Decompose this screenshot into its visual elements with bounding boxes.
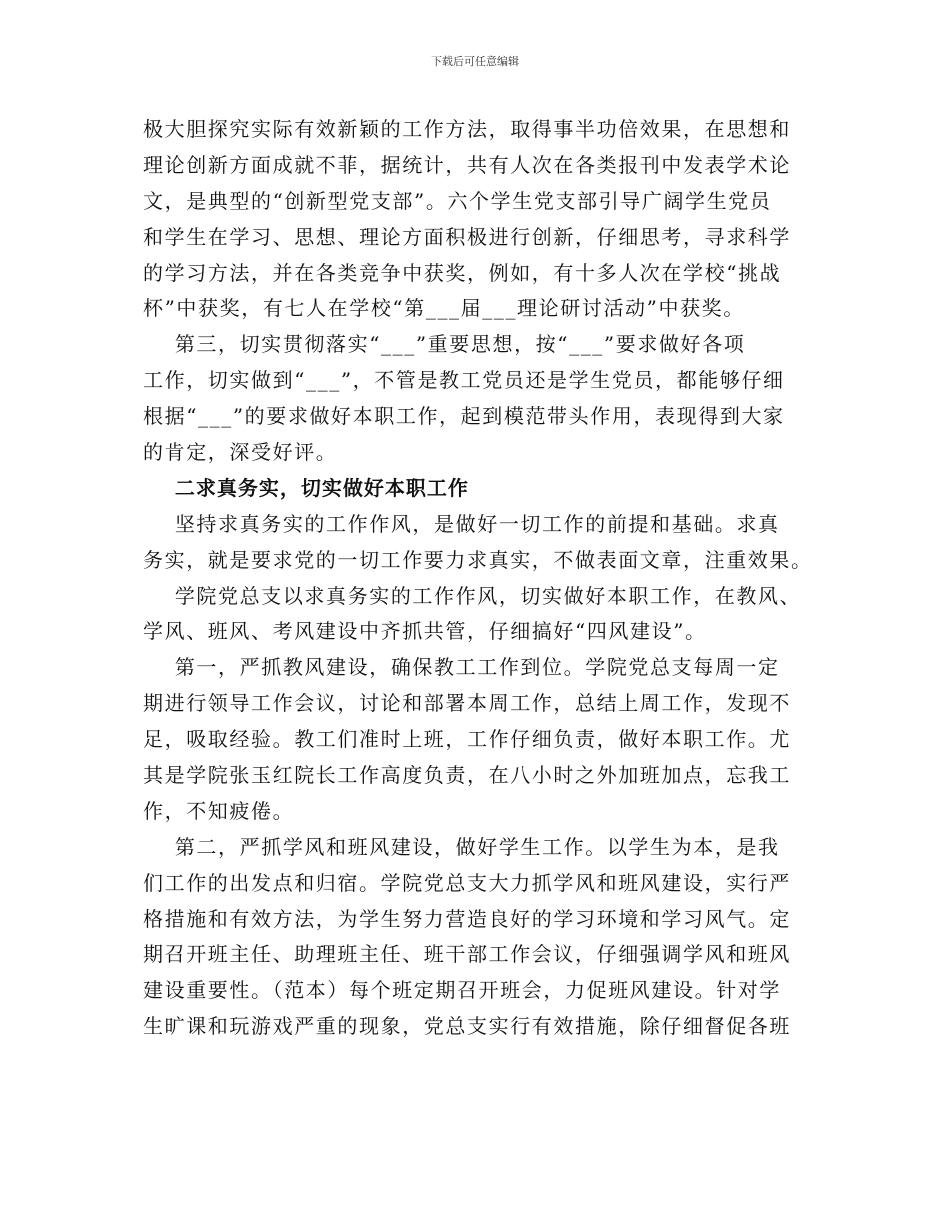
text-line: 其是学院张玉红院长工作高度负责，在八小时之外加班加点，忘我工 <box>143 763 791 788</box>
text-line: 的肯定，深受好评。 <box>143 440 338 465</box>
text-line: 期召开班主任、助理班主任、班干部工作会议，仔细强调学风和班风 <box>143 942 791 967</box>
text-line: 学风、班风、考风建设中齐抓共管，仔细搞好“四风建设”。 <box>143 619 707 644</box>
text-line: 坚持求真务实的工作作风，是做好一切工作的前提和基础。求真 <box>143 511 780 536</box>
text-line: 的学习方法，并在各类竞争中获奖，例如，有十多人次在学校“挑战 <box>143 260 782 285</box>
text-line: 足，吸取经验。教工们准时上班，工作仔细负责，做好本职工作。尤 <box>143 727 791 752</box>
text-line: 们工作的出发点和归宿。学院党总支大力抓学风和班风建设，实行严 <box>143 870 791 895</box>
text-line: 第二，严抓学风和班风建设，做好学生工作。以学生为本，是我 <box>143 834 780 859</box>
text-line: 理论创新方面成就不菲，据统计，共有人次在各类报刊中发表学术论 <box>143 152 791 177</box>
text-line: 务实，就是要求党的一切工作要力求真实，不做表面文章，注重效果。 <box>143 547 813 572</box>
text-line: 杯”中获奖，有七人在学校“第___届___理论研讨活动”中获奖。 <box>143 296 745 321</box>
text-line: 极大胆探究实际有效新颖的工作方法，取得事半功倍效果，在思想和 <box>143 117 791 141</box>
text-line: 和学生在学习、思想、理论方面积极进行创新，仔细思考，寻求科学 <box>143 224 791 249</box>
text-line: 建设重要性。（范本）每个班定期召开班会，力促班风建设。针对学 <box>143 978 781 1003</box>
text-line: 工作，切实做到“___”，不管是教工党员还是学生党员，都能够仔细 <box>143 368 785 393</box>
text-line: 文，是典型的“创新型党支部”。六个学生党支部引导广阔学生党员 <box>143 188 772 213</box>
text-line: 生旷课和玩游戏严重的现象，党总支实行有效措施，除仔细督促各班 <box>143 1014 791 1039</box>
section-heading: 二求真务实，切实做好本职工作 <box>143 475 469 500</box>
text-line: 格措施和有效方法，为学生努力营造良好的学习环境和学习风气。定 <box>143 906 791 931</box>
text-line: 根据“___”的要求做好本职工作，起到模范带头作用，表现得到大家 <box>143 404 785 429</box>
text-line: 学院党总支以求真务实的工作作风，切实做好本职工作，在教风、 <box>143 583 802 608</box>
text-line: 第一，严抓教风建设，确保教工工作到位。学院党总支每周一定 <box>143 655 780 680</box>
page-header: 下载后可任意编辑 <box>431 55 519 68</box>
text-line: 第三，切实贯彻落实“___”重要思想，按“___”要求做好各项 <box>143 332 746 357</box>
body-text <box>143 112 811 1045</box>
text-line: 作，不知疲倦。 <box>143 798 295 823</box>
text-line: 期进行领导工作会议，讨论和部署本周工作，总结上周工作，发现不 <box>143 691 791 716</box>
